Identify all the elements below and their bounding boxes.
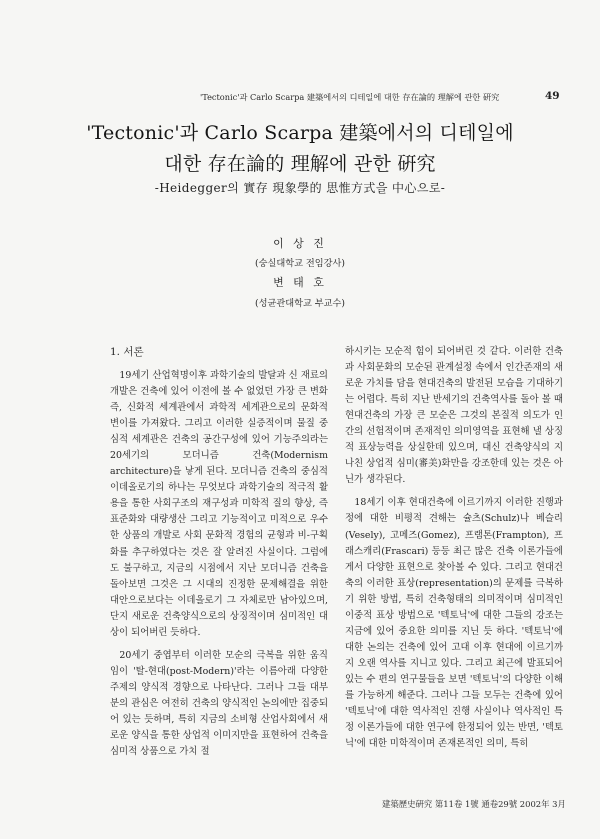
author-2-name: 변 태 호 [273, 276, 327, 289]
paragraph: 18세기 이후 현대건축에 이르기까지 이러한 진행과정에 대한 비평적 견해는 슐츠(Schulz)나 베슬리(Vesely), 고메즈(Gomez), 프램톤(Frampton), 프래스캐리(Frascari) 등등 최근 많은 건축 이론가들에게서 다양한 표현으로 찾아볼 수 있다. 그리고 현대건축의 이러한 표상(representation)의 문제를 극복하기 위한 방법, 특히 건축형태의 의미적이며 심미적인 이중적 표상 방법으로 '텍토닉'에 대한 그들의 강조는 지금에 있어 중요한 의미를 지닌 듯 하다. '텍토닉'에 대한 논의는 건축에 있어 고대 이후 현대에 이르기까지 오랜 역사를 지니고 있다. 그리고 최근에 발표되어있는 수 편의 연구물들을 보면 '텍토닉'의 다양한 이해를 가능하게 해준다. 그러나 그들 모두는 건축에 있어 '텍토닉'에 대한 역사적인 진행 사실이나 역사적인 특정 이론가들에 대한 연구에 한정되어 있는 반면, '텍토닉'에 대한 미학적이며 존재론적인 의미, 특히 [345, 497, 563, 750]
author-1-affiliation: (숭실대학교 전임강사) [255, 258, 345, 269]
paragraph: 19세기 산업혁명이후 과학기술의 발달과 신 재료의 개발은 건축에 있어 이전에 볼 수 없었던 가장 큰 변화 즉, 신화적 세계관에서 과학적 세계관으로의 문화적 변이를 가져왔다. 그리고 이러한 실증적이며 물질 중심적 세계관은 건축의 공간구성에 있어 기능주의라는 20세기의 모더니즘 건축(Modernism architecture)을 낳게 된다. 모더니즘 건축의 중심적 이데올로기의 하나는 무엇보다 과학기술의 적극적 활용을 통한 사회구조의 재구성과 미학적 질의 향상, 즉 표준화와 대량생산 그리고 기능적이고 미적으로 우수한 상품의 개발로 사회 문화적 경험의 균형과 비-구획화를 추구하였다는 것은 잘 알려진 사실이다. 그럼에도 불구하고, 지금의 시점에서 지난 모더니즘 건축을 돌아보면 그것은 그 시대의 진정한 문제해결을 위한 대안으로보다는 이데올로기 그 자체로만 남아있으며, 단지 새로운 건축양식으로의 상징적이며 심미적인 대상이 되어버린 듯하다. [110, 370, 328, 638]
paper-title [40, 118, 560, 180]
title-line-1: 'Tectonic'과 Carlo Scarpa 建築에서의 디테일에 [86, 122, 514, 144]
paper-subtitle: -Heidegger의 實存 現象學的 思惟方式을 中心으로- [154, 181, 446, 195]
author-1-name: 이 상 진 [273, 237, 327, 250]
paragraph: 하시키는 모순적 힘이 되어버린 것 같다. 이러한 건축과 사회문화의 모순된 관계설정 속에서 인간존재의 새로운 가치를 담을 현대건축의 발전된 모습을 기대하기는 어렵다. 특히 지난 반세기의 건축역사를 돌아 볼 때 현대건축의 가장 큰 모순은 그것의 본질적 의도가 인간의 선험적이며 존재적인 의미영역을 표현해 낼 상징적 표상능력을 상실한데 있으며, 대신 건축양식의 지나친 상업적 심미(審美)화만을 강조한데 있는 것은 아닌가 생각된다. [345, 346, 563, 486]
section-heading: 1. 서론 [110, 346, 144, 358]
page-number: 49 [545, 90, 560, 102]
paragraph: 20세기 중엽부터 이러한 모순의 극복을 위한 움직임이 '탈-현대(post-Modern)'라는 이름아래 다양한 주제의 양식적 경향으로 나타난다. 그러나 그들 대부분의 관심은 여전히 건축의 양식적인 논의에만 집중되어 있는 듯하며, 특히 지금의 소비형 산업사회에서 새로운 양식을 통한 상업적 이미지만을 표현하여 건축을 심미적 상품으로 가치 절 [110, 649, 328, 758]
title-line-2: 대한 存在論的 理解에 관한 硏究 [164, 153, 436, 175]
journal-footer: 建築歷史硏究 第11卷 1號 通卷29號 2002年 3月 [382, 799, 566, 809]
body-column-left [110, 344, 328, 767]
author-2-affiliation: (성균관대학교 부교수) [255, 298, 345, 309]
body-column-right [345, 344, 563, 759]
running-head: 'Tectonic'과 Carlo Scarpa 建築에서의 디테일에 대한 存在論的 理解에 관한 硏究 [200, 92, 500, 102]
